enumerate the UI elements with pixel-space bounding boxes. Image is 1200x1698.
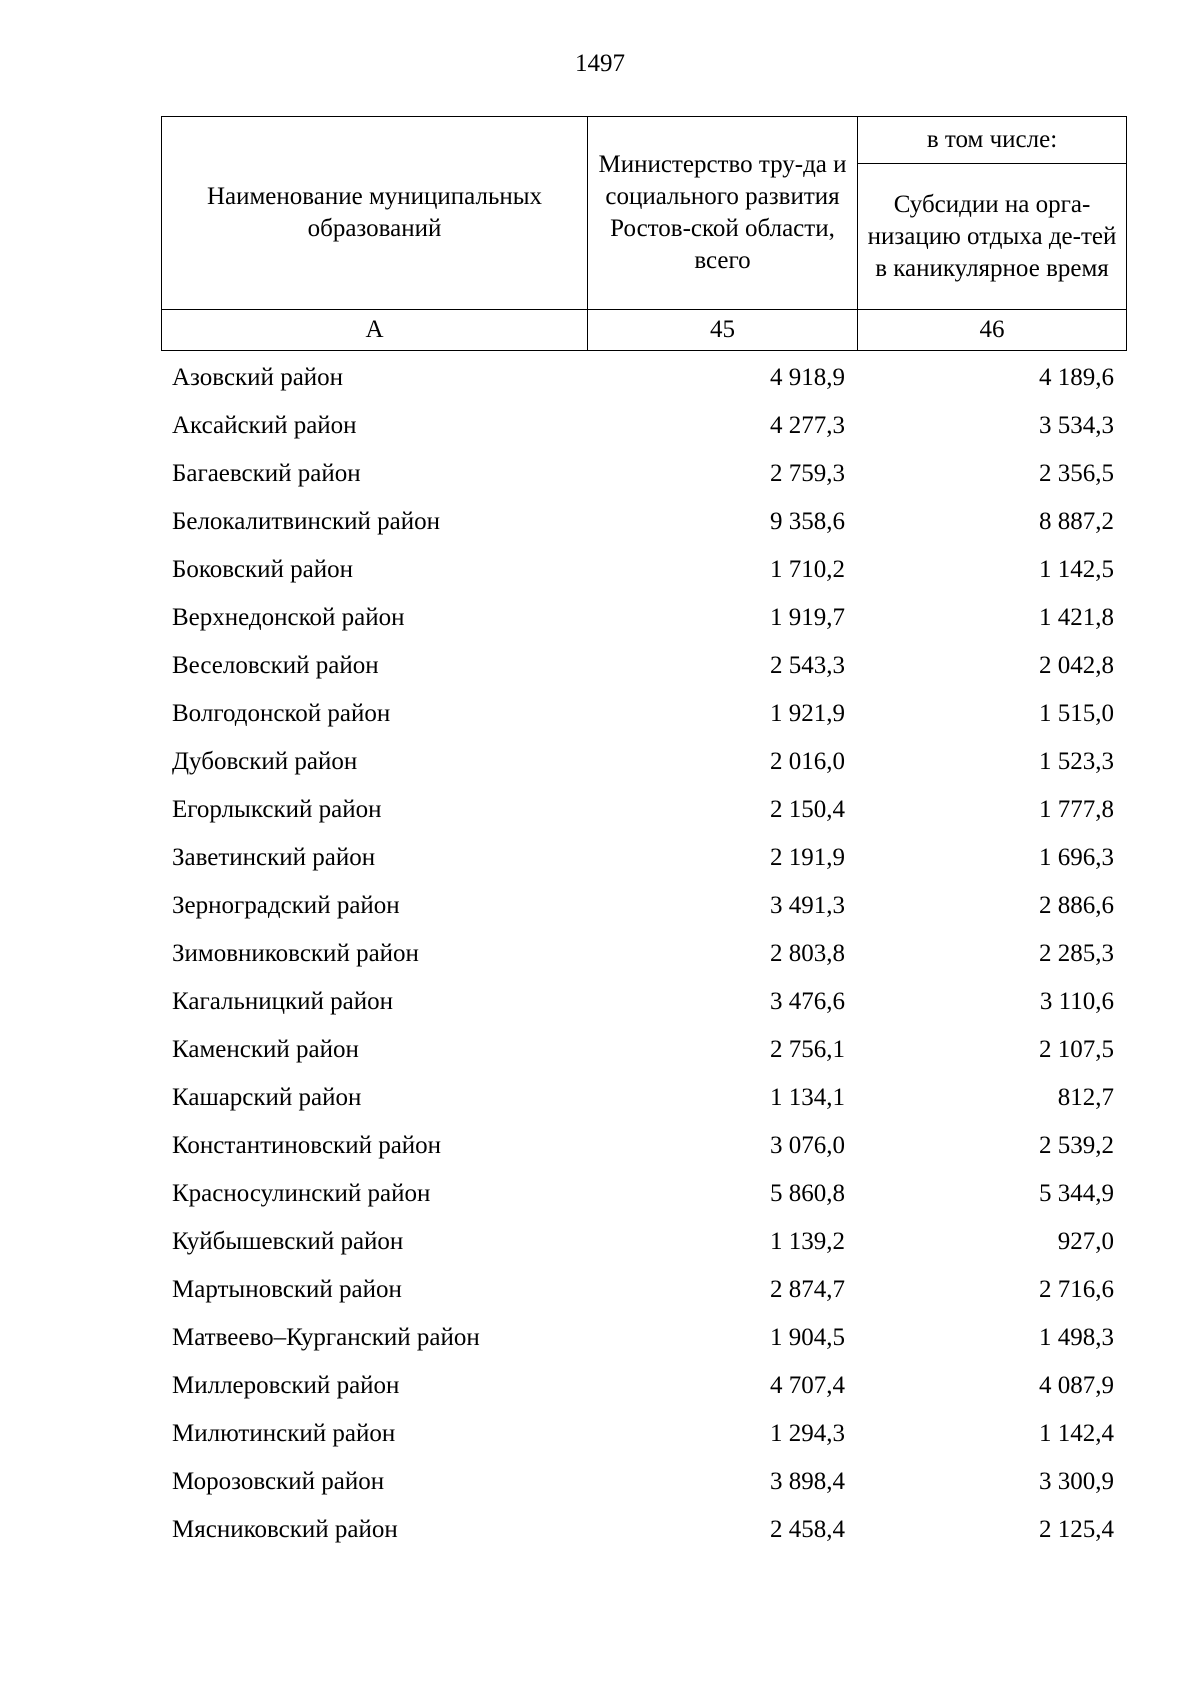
municipality-name: Морозовский район: [172, 1468, 385, 1495]
ministry-total: 4 918,9: [770, 364, 845, 391]
ministry-total: 2 458,4: [770, 1516, 845, 1543]
ministry-total: 2 150,4: [770, 796, 845, 823]
subsidy-value: 2 886,6: [1039, 892, 1114, 919]
ministry-total: 3 476,6: [770, 988, 845, 1015]
ministry-total: 4 277,3: [770, 412, 845, 439]
subsidy-value: 2 042,8: [1039, 652, 1114, 679]
table-row: [161, 930, 1126, 978]
subsidy-value: 2 716,6: [1039, 1276, 1114, 1303]
table-row: [161, 354, 1126, 402]
subsidy-value: 2 356,5: [1039, 460, 1114, 487]
municipality-name: Матвеево–Курганский район: [172, 1324, 480, 1351]
municipality-name: Аксайский район: [172, 412, 357, 439]
subsidy-value: 8 887,2: [1039, 508, 1114, 535]
table-row: [161, 1410, 1126, 1458]
table-row: [161, 690, 1126, 738]
header-code-45: 45: [588, 310, 858, 351]
table-header: [161, 116, 1127, 351]
ministry-total: 2 874,7: [770, 1276, 845, 1303]
header-col-name: Наименование муниципальных образований: [162, 117, 588, 310]
subsidy-value: 1 421,8: [1039, 604, 1114, 631]
page-number: 1497: [575, 50, 625, 77]
subsidy-value: 2 107,5: [1039, 1036, 1114, 1063]
municipality-name: Егорлыкский район: [172, 796, 382, 823]
subsidy-value: 1 515,0: [1039, 700, 1114, 727]
subsidy-value: 2 125,4: [1039, 1516, 1114, 1543]
subsidy-value: 2 285,3: [1039, 940, 1114, 967]
subsidy-value: 812,7: [1057, 1084, 1114, 1111]
municipality-name: Милютинский район: [172, 1420, 396, 1447]
subsidy-value: 927,0: [1057, 1228, 1114, 1255]
header-code-a: А: [162, 310, 588, 351]
municipality-name: Мясниковский район: [172, 1516, 398, 1543]
ministry-total: 2 759,3: [770, 460, 845, 487]
subsidy-value: 1 777,8: [1039, 796, 1114, 823]
table-row: [161, 1218, 1126, 1266]
subsidy-value: 1 142,4: [1039, 1420, 1114, 1447]
header-col-including: в том числе:: [858, 117, 1127, 164]
ministry-total: 1 710,2: [770, 556, 845, 583]
header-col-ministry: Министерство тру-да и социального развития Ростов-ской области, всего: [588, 117, 858, 310]
table-row: [161, 498, 1126, 546]
table-row: [161, 786, 1126, 834]
table-row: [161, 1266, 1126, 1314]
ministry-total: 1 134,1: [770, 1084, 845, 1111]
table-row: [161, 402, 1126, 450]
municipality-name: Кашарский район: [172, 1084, 362, 1111]
municipality-name: Зимовниковский район: [172, 940, 419, 967]
municipality-name: Мартыновский район: [172, 1276, 402, 1303]
ministry-total: 9 358,6: [770, 508, 845, 535]
table-row: [161, 978, 1126, 1026]
municipality-name: Кагальницкий район: [172, 988, 394, 1015]
ministry-total: 1 904,5: [770, 1324, 845, 1351]
subsidy-value: 1 523,3: [1039, 748, 1114, 775]
table-row: [161, 1170, 1126, 1218]
ministry-total: 1 921,9: [770, 700, 845, 727]
header-col-subsidy: Субсидии на орга-низацию отдыха де-тей в каникулярное время: [858, 164, 1127, 310]
municipality-name: Зерноградский район: [172, 892, 400, 919]
table-row: [161, 1458, 1126, 1506]
ministry-total: 2 543,3: [770, 652, 845, 679]
table-body: [161, 354, 1126, 1554]
ministry-total: 1 919,7: [770, 604, 845, 631]
municipality-name: Веселовский район: [172, 652, 379, 679]
table-row: [161, 1122, 1126, 1170]
municipality-name: Белокалитвинский район: [172, 508, 440, 535]
ministry-total: 5 860,8: [770, 1180, 845, 1207]
municipality-name: Каменский район: [172, 1036, 359, 1063]
municipality-name: Азовский район: [172, 364, 344, 391]
ministry-total: 2 016,0: [770, 748, 845, 775]
table-row: [161, 882, 1126, 930]
table-row: [161, 450, 1126, 498]
ministry-total: 3 491,3: [770, 892, 845, 919]
table-row: [161, 738, 1126, 786]
municipality-name: Миллеровский район: [172, 1372, 400, 1399]
subsidy-value: 5 344,9: [1039, 1180, 1114, 1207]
table-row: [161, 1074, 1126, 1122]
ministry-total: 1 139,2: [770, 1228, 845, 1255]
table-row: [161, 1362, 1126, 1410]
table-row: [161, 642, 1126, 690]
ministry-total: 4 707,4: [770, 1372, 845, 1399]
ministry-total: 3 898,4: [770, 1468, 845, 1495]
table-row: [161, 834, 1126, 882]
municipality-name: Багаевский район: [172, 460, 361, 487]
ministry-total: 2 803,8: [770, 940, 845, 967]
subsidy-value: 3 534,3: [1039, 412, 1114, 439]
subsidy-value: 2 539,2: [1039, 1132, 1114, 1159]
subsidy-value: 3 110,6: [1039, 988, 1114, 1015]
ministry-total: 2 756,1: [770, 1036, 845, 1063]
table-row: [161, 594, 1126, 642]
table-row: [161, 1314, 1126, 1362]
table-row: [161, 1026, 1126, 1074]
table-row: [161, 1506, 1126, 1554]
ministry-total: 1 294,3: [770, 1420, 845, 1447]
municipality-name: Куйбышевский район: [172, 1228, 404, 1255]
header-code-46: 46: [858, 310, 1127, 351]
subsidy-value: 1 498,3: [1039, 1324, 1114, 1351]
subsidy-value: 4 087,9: [1039, 1372, 1114, 1399]
table-row: [161, 546, 1126, 594]
municipality-name: Константиновский район: [172, 1132, 442, 1159]
ministry-total: 2 191,9: [770, 844, 845, 871]
municipality-name: Дубовский район: [172, 748, 358, 775]
municipality-name: Боковский район: [172, 556, 353, 583]
municipality-name: Красносулинский район: [172, 1180, 431, 1207]
subsidy-value: 1 696,3: [1039, 844, 1114, 871]
ministry-total: 3 076,0: [770, 1132, 845, 1159]
municipality-name: Волгодонской район: [172, 700, 391, 727]
subsidy-value: 3 300,9: [1039, 1468, 1114, 1495]
municipality-name: Верхнедонской район: [172, 604, 405, 631]
subsidy-value: 4 189,6: [1039, 364, 1114, 391]
subsidy-value: 1 142,5: [1039, 556, 1114, 583]
municipality-name: Заветинский район: [172, 844, 376, 871]
